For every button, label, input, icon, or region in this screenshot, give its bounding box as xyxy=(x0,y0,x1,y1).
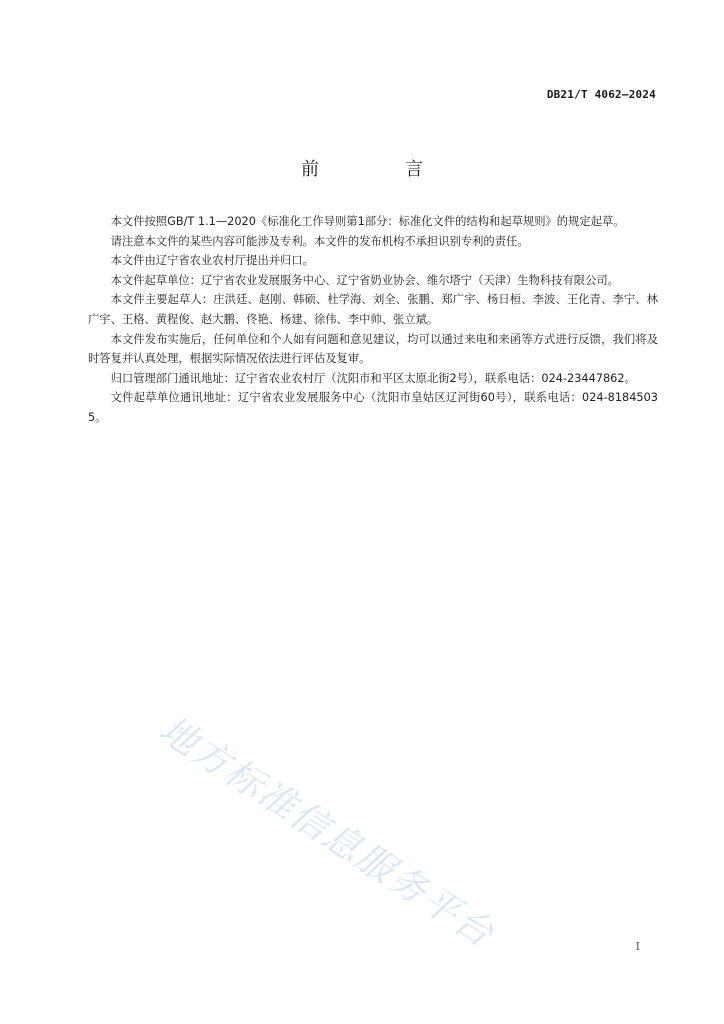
paragraph-drafting-unit-address: 文件起草单位通讯地址：辽宁省农业发展服务中心（沈阳市皇姑区辽河街60号），联系电话：024-81845035。 xyxy=(88,391,658,424)
page-title: 前 言 xyxy=(301,159,457,180)
paragraph-feedback: 本文件发布实施后，任何单位和个人如有问题和意见建议，均可以通过来电和来函等方式进行反馈，我们将及时答复并认真处理，根据实际情况依法进行评估及复审。 xyxy=(88,332,658,366)
paragraph-drafting-rules: 本文件按照GB/T 1.1—2020《标准化工作导则第1部分：标准化文件的结构和起草规则》的规定起草。 xyxy=(110,215,625,228)
paragraph-drafting-units: 本文件起草单位：辽宁省农业发展服务中心、辽宁省奶业协会、维尔塔宁（天津）生物科技有限公司。 xyxy=(110,273,619,287)
paragraph-patent-notice: 请注意本文件的某些内容可能涉及专利。本文件的发布机构不承担识别专利的责任。 xyxy=(110,234,529,248)
page-number: I xyxy=(635,940,640,953)
paragraph-drafters: 本文件主要起草人：庄洪廷、赵刚、韩硕、杜学海、刘全、张鹏、郑广宇、杨日桓、李波、王化青、李宁、林广宇、王格、黄程俊、赵大鹏、佟艳、杨建、徐伟、李中帅、张立斌。 xyxy=(88,293,658,326)
paragraph-authority-address: 归口管理部门通讯地址：辽宁省农业农村厅（沈阳市和平区太原北街2号），联系电话：024-23447862。 xyxy=(110,371,636,385)
paragraph-proposer: 本文件由辽宁省农业农村厅提出并归口。 xyxy=(110,254,314,268)
foreword-body xyxy=(88,212,658,428)
standard-code: DB21/T 4062—2024 xyxy=(546,88,656,101)
watermark: 地方标准信息服务平台 xyxy=(151,707,503,957)
